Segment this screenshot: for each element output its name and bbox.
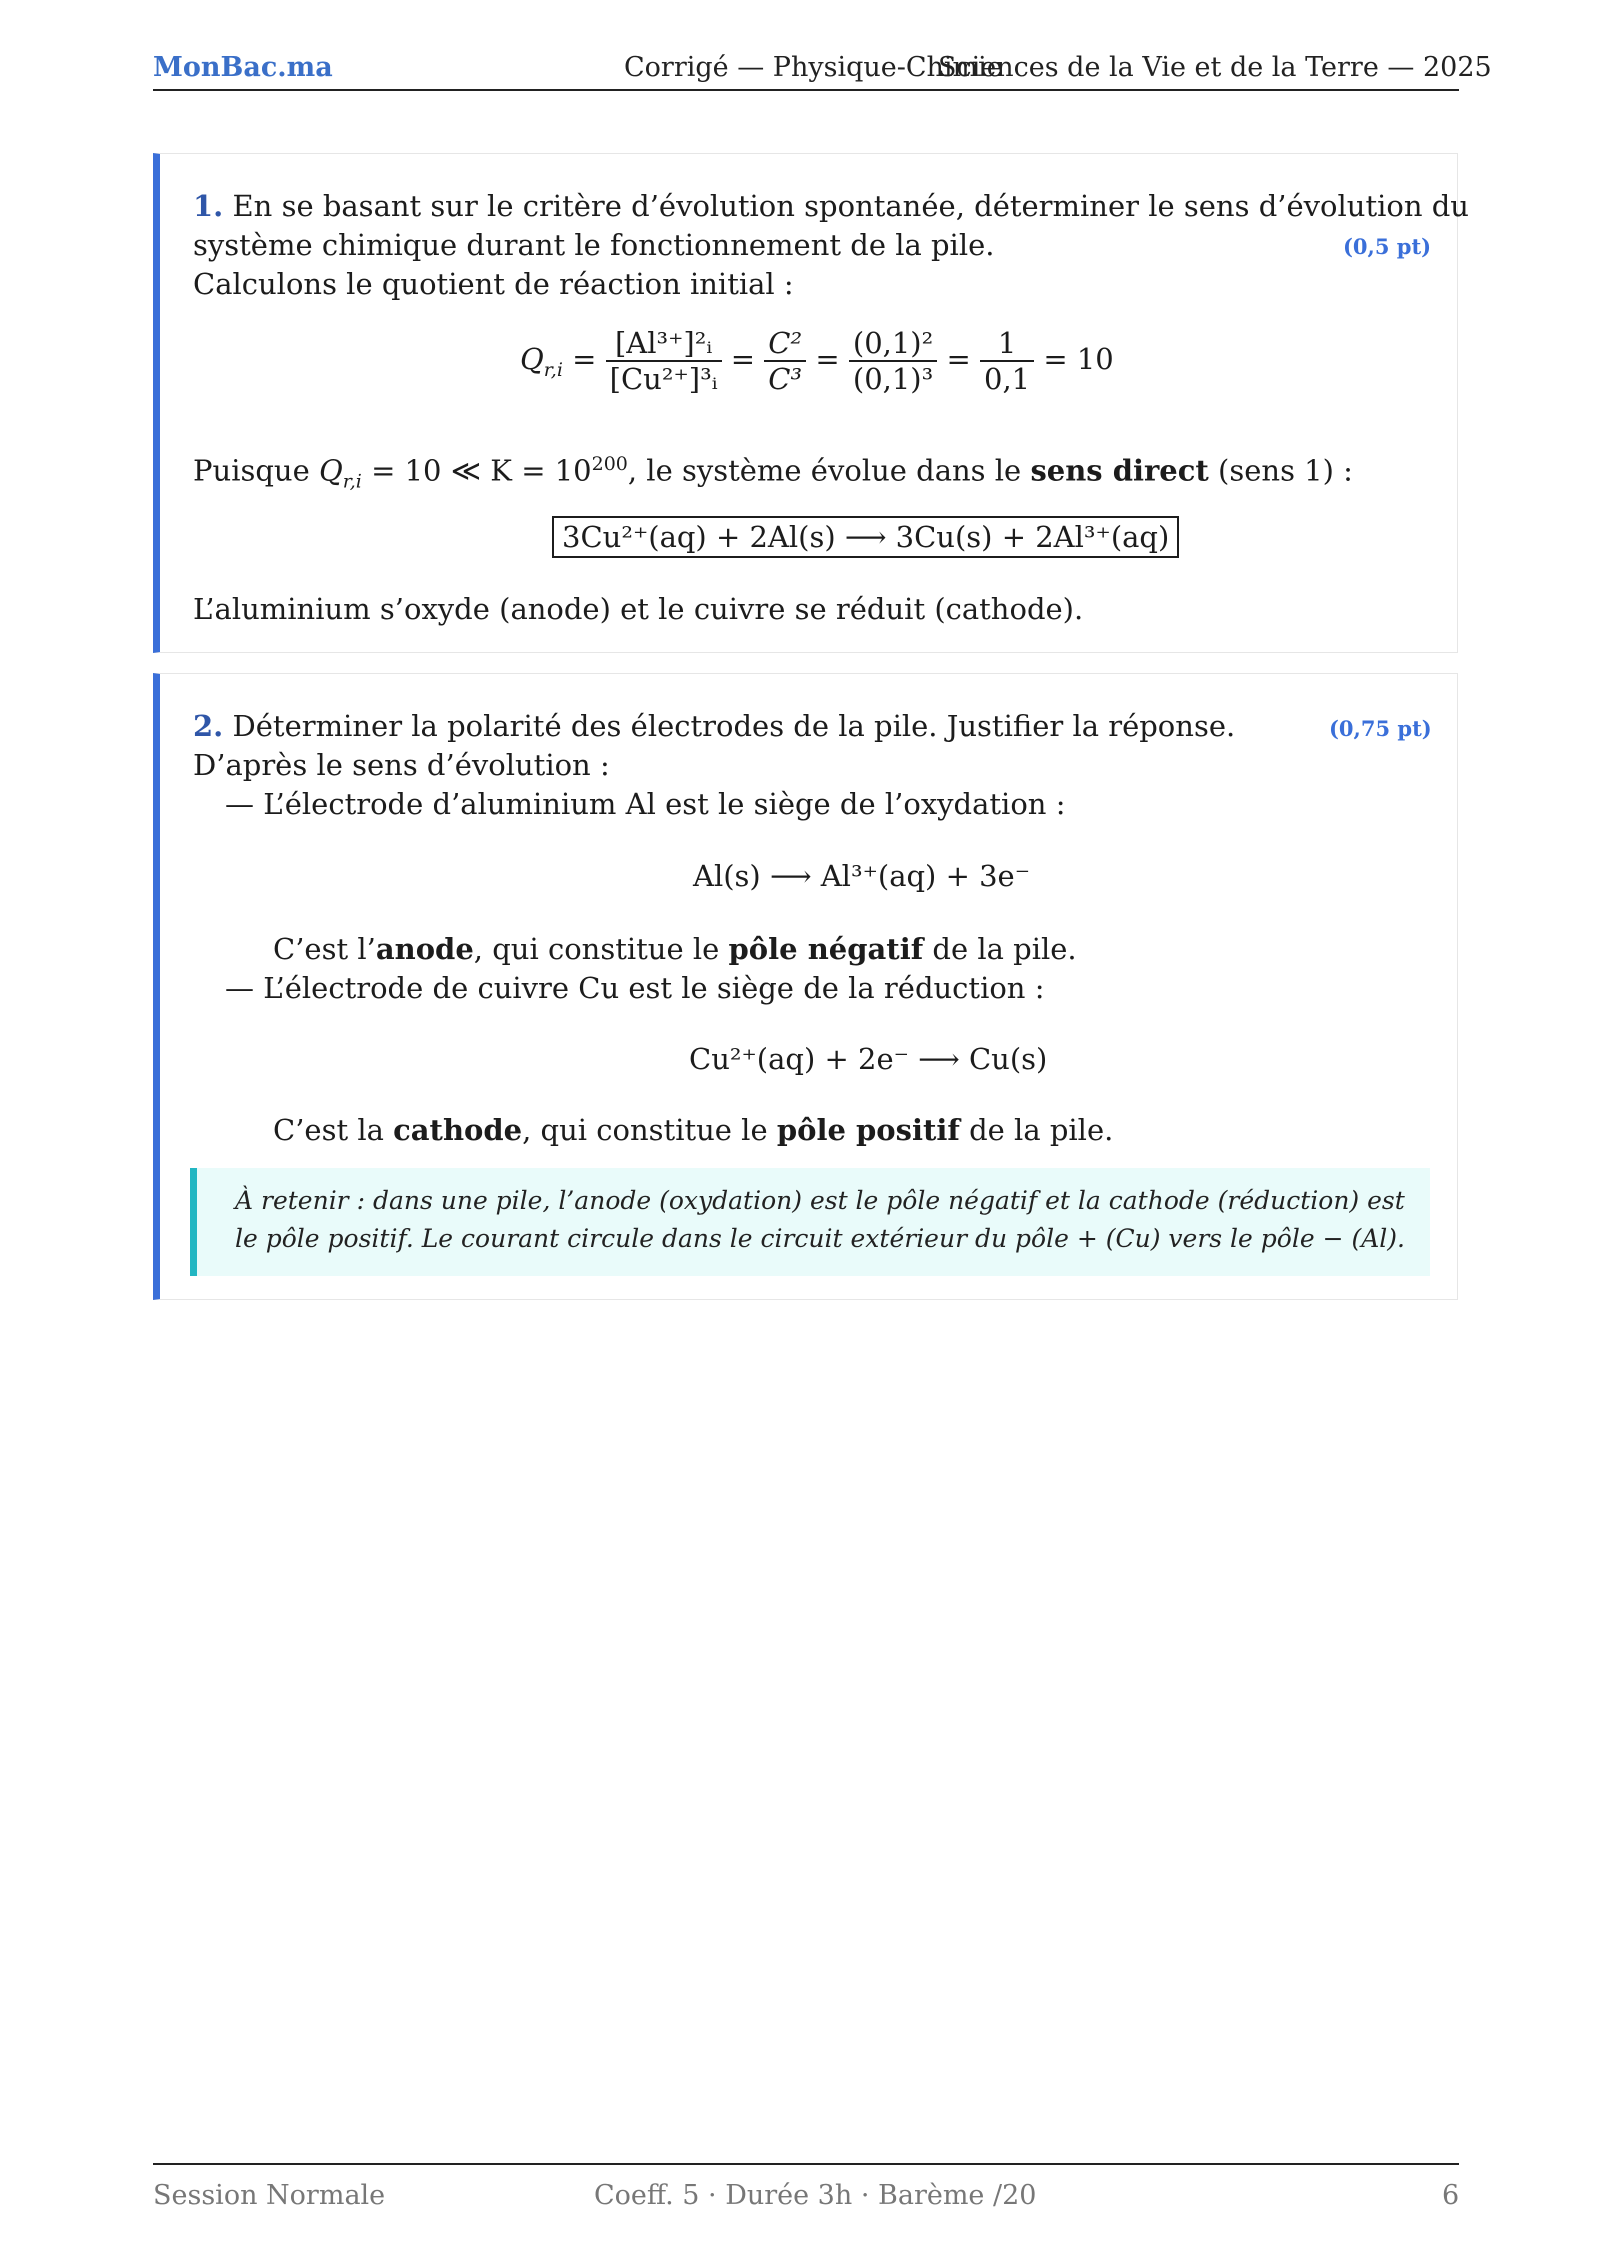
footer-session: Session Normale: [153, 2180, 386, 2211]
question-1-statement-line2: système chimique durant le fonctionnement de la pile.: [193, 228, 995, 262]
question-1-since: Puisque $Q_{r,i} = 10$ ≪ $K = 10^{200}$, le système évolue dans le sens direct (sens 1) :: [193, 453, 1353, 493]
footer-page-number: 6: [1442, 2180, 1460, 2211]
footer-rule: [153, 2163, 1459, 2165]
question-2-points: (0,75 pt): [1329, 716, 1432, 741]
footer-meta: Coeff. 5 · Durée 3h · Barème /20: [594, 2180, 1037, 2211]
question-1-points: (0,5 pt): [1343, 234, 1432, 259]
fraction-concentrations: $\frac{\text{[Al³⁺]²ᵢ}}{\text{[Cu²⁺]³ᵢ}}$: [606, 326, 722, 396]
question-1-box: [153, 153, 1469, 653]
oxidation-half-equation: Al(s) ⟶ Al³⁺(aq) + 3e⁻: [693, 859, 1031, 893]
question-2-statement: 2. Déterminer la polarité des électrodes de la pile. Justifier la réponse.: [193, 709, 1236, 743]
fraction-values: $\frac{\text{(0,1)²}}{\text{(0,1)³}}$: [849, 326, 937, 396]
question-1-intro: Calculons le quotient de réaction initial :: [193, 267, 794, 301]
question-2-intro: D’après le sens d’évolution :: [193, 748, 610, 782]
remember-note-text: À retenir : dans une pile, l’anode (oxydation) est le pôle négatif et la cathode (réduction) est le pôle positif. Le courant circule dans le circuit extérieur du pôle + (Cu) vers le pôle − (Al).: [235, 1186, 1405, 1253]
question-1-statement-line1: 1. En se basant sur le critère d’évolution spontanée, déterminer le sens d’évolution du: [193, 189, 1469, 223]
question-1-conclusion: L’aluminium s’oxyde (anode) et le cuivre se réduit (cathode).: [193, 592, 1084, 626]
balanced-reaction: 3Cu²⁺(aq) + 2Al(s) ⟶ 3Cu(s) + 2Al³⁺(aq): [552, 516, 1179, 558]
header-title-b: Sciences de la Vie et de la Terre — 2025: [938, 52, 1492, 83]
header-rule: [153, 89, 1459, 91]
remember-note: [190, 1168, 1430, 1276]
list-item-aluminium: — L’électrode d’aluminium Al est le siège de l’oxydation :: [225, 787, 1066, 821]
header-title-a: Corrigé — Physique-Chimie: [624, 52, 1003, 83]
reduction-half-equation: Cu²⁺(aq) + 2e⁻ ⟶ Cu(s): [689, 1042, 1048, 1076]
fraction-c: $\frac{\text{C²}}{\text{C³}}$: [764, 326, 806, 396]
list-item-copper-conclusion: C’est la cathode, qui constitue le pôle positif de la pile.: [273, 1113, 1114, 1147]
reaction-quotient-equation: $Q_{r,i}$ = $\frac{\text{[Al³⁺]²ᵢ}}{\text{[Cu²⁺]³ᵢ}}$ = $\frac{\text{C²}}{\text{C³}}$ = $\frac{\text{(0,1)²}}{\text{(0,1)³}}$ = $\frac{1}{0,1}$ = 10: [520, 326, 1114, 396]
list-item-copper: — L’électrode de cuivre Cu est le siège de la réduction :: [225, 971, 1045, 1005]
list-item-aluminium-conclusion: C’est l’anode, qui constitue le pôle négatif de la pile.: [273, 932, 1077, 966]
fraction-result: $\frac{1}{0,1}$: [980, 326, 1034, 396]
question-2-number: 2.: [193, 709, 224, 743]
question-1-number: 1.: [193, 189, 224, 223]
question-1-reaction-box: [552, 518, 1179, 556]
site-brand[interactable]: MonBac.ma: [153, 52, 333, 83]
